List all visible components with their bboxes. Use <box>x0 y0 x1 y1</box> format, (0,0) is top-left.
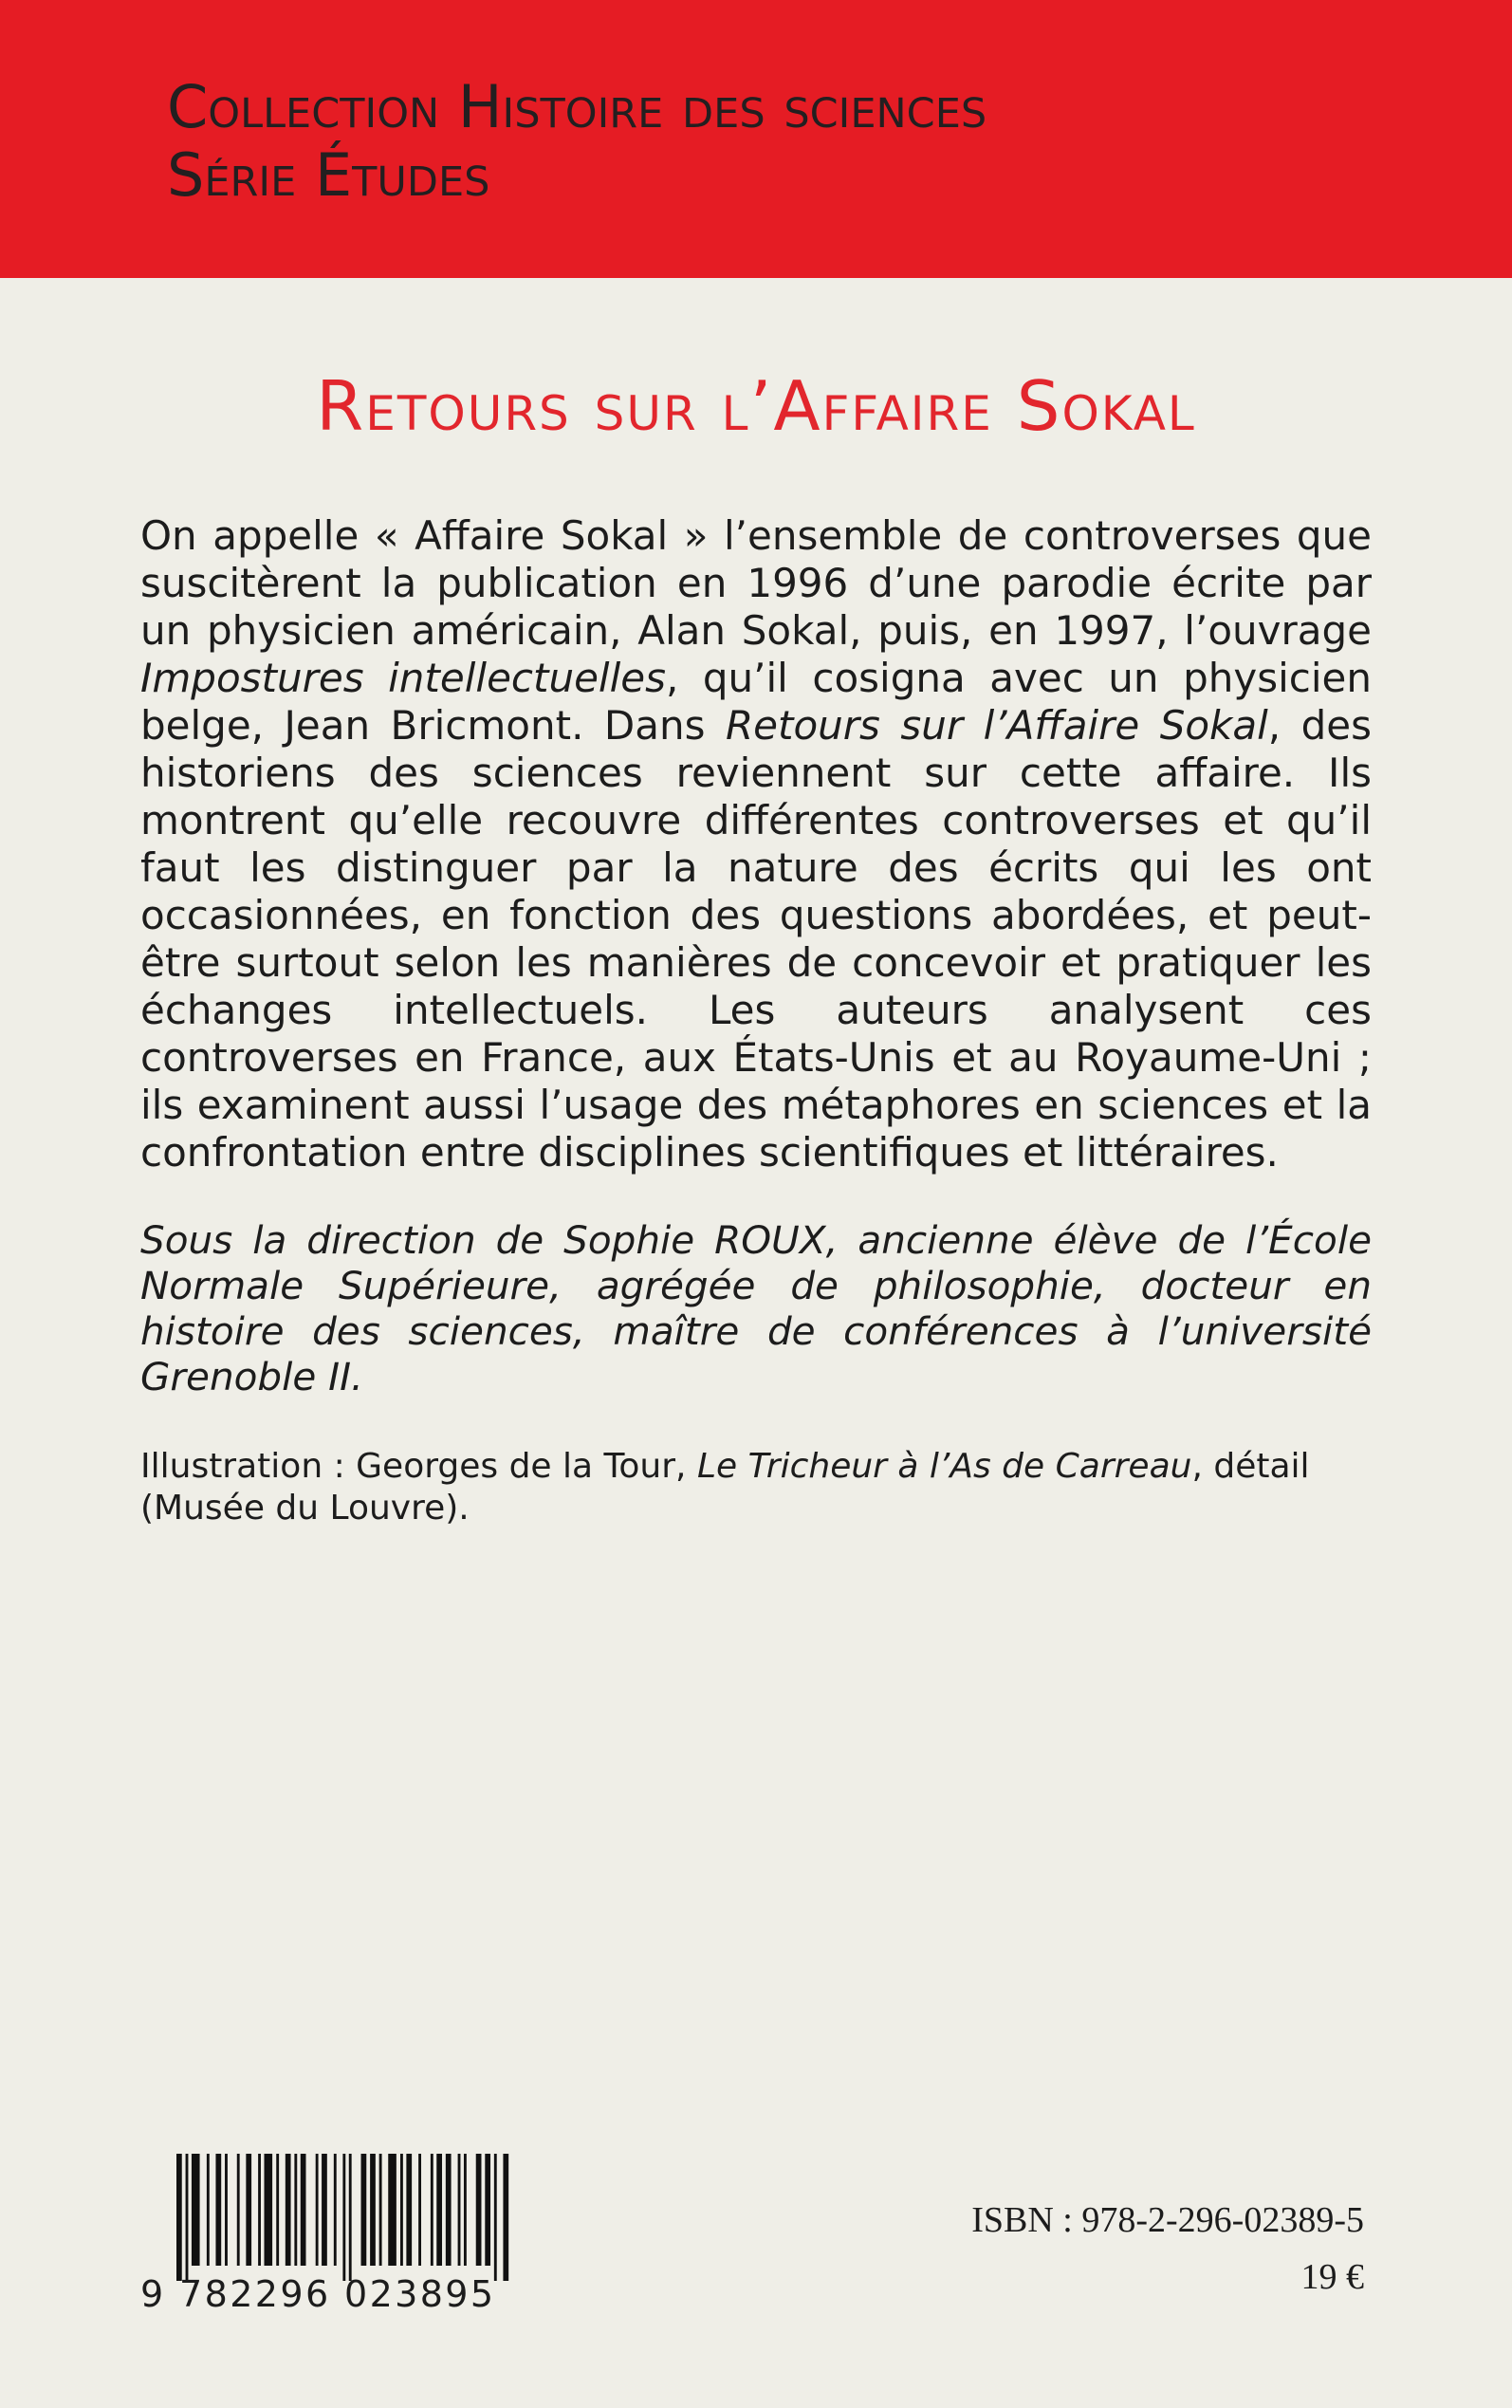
barcode-bar <box>388 2154 396 2266</box>
barcode-bar <box>464 2154 467 2266</box>
barcode-bar <box>458 2154 461 2266</box>
collection-name: Collection Histoire des sciences <box>167 72 987 141</box>
barcode-bar <box>192 2154 200 2266</box>
barcode-bar <box>370 2154 376 2266</box>
barcode-bar <box>215 2154 221 2266</box>
barcode-bar <box>237 2154 240 2266</box>
barcode-bar <box>406 2154 412 2266</box>
barcode-bar <box>446 2154 452 2266</box>
illustration-credit <box>140 1446 1372 1529</box>
barcode-bar <box>176 2154 182 2281</box>
barcode-bar <box>207 2154 210 2266</box>
barcode-bar <box>503 2154 508 2281</box>
barcode-bar <box>246 2154 251 2266</box>
isbn: ISBN : 978-2-296-02389-5 <box>971 2200 1364 2240</box>
blurb-paragraph <box>140 512 1372 1176</box>
blurb-work-title-1: Impostures intellectuelles <box>140 655 666 701</box>
barcode-bar <box>400 2154 403 2266</box>
series-name: Série Études <box>167 140 490 210</box>
blurb-work-title-2: Retours sur l’Affaire Sokal <box>725 702 1268 749</box>
director-note: Sous la direction de Sophie ROUX, ancienne élève de l’École Normale Supérieure, agrégée de philosophie, docteur en histoire des sciences, maître de conférences à l’université Grenoble II. <box>140 1217 1372 1399</box>
barcode-bar <box>342 2154 345 2281</box>
price: 19 € <box>1300 2257 1364 2297</box>
barcode-bar <box>322 2154 327 2266</box>
barcode-bar <box>276 2154 279 2266</box>
blurb-text-a: On appelle « Affaire Sokal » l’ensemble de controverses que suscitèrent la publication en 1996 d’une parodie écrite par un physicien américain, Alan Sokal, puis, en 1997, l’ouvrage <box>140 512 1372 654</box>
barcode-digits: 9 782296 023895 <box>140 2273 496 2315</box>
barcode-bar <box>316 2154 319 2266</box>
barcode-bars <box>176 2154 512 2281</box>
header-band <box>0 0 1512 278</box>
barcode-bar <box>294 2154 297 2266</box>
barcode-bar <box>494 2154 497 2281</box>
barcode-bar <box>225 2154 228 2266</box>
barcode-bar <box>286 2154 291 2266</box>
barcode-bar <box>361 2154 367 2266</box>
barcode-bar <box>476 2154 482 2266</box>
barcode-bar <box>334 2154 337 2266</box>
barcode-bar <box>379 2154 382 2266</box>
barcode-bar <box>264 2154 272 2266</box>
barcode-bar <box>436 2154 442 2266</box>
barcode-bar <box>418 2154 421 2266</box>
blurb-text-c: , qu’il cosigna avec un physicien belge, Jean Bricmont. Dans <box>140 655 1372 749</box>
illustration-prefix: Illustration : Georges de la Tour, <box>140 1447 697 1486</box>
barcode-bar <box>349 2154 352 2281</box>
blurb-text-e: , des historiens des sciences reviennent sur cette affaire. Ils montrent qu’elle recouvre différentes controverses et qu’il faut les distinguer par la nature des écrits qui les ont occasionnées, en fonction des questions abordées, et peut-être surtout selon les manières de concevoir et pratiquer les échanges intellectuels. Les auteurs analysent ces controverses en France, aux États-Unis et au Royaume-Uni ; ils examinent aussi l’usage des métaphores en sciences et la confrontation entre disciplines scientifiques et littéraires. <box>140 702 1372 1176</box>
book-title: Retours sur l’Affaire Sokal <box>316 366 1196 446</box>
blurb <box>140 512 1372 1176</box>
barcode <box>140 2154 512 2315</box>
illustration-work: Le Tricheur à l’As de Carreau <box>696 1447 1192 1486</box>
barcode-bar <box>301 2154 306 2266</box>
illustration-suffix: , détail (Musée du Louvre). <box>140 1447 1310 1528</box>
barcode-bar <box>485 2154 490 2266</box>
barcode-bar <box>186 2154 189 2281</box>
barcode-bar <box>431 2154 433 2266</box>
barcode-bar <box>258 2154 261 2266</box>
